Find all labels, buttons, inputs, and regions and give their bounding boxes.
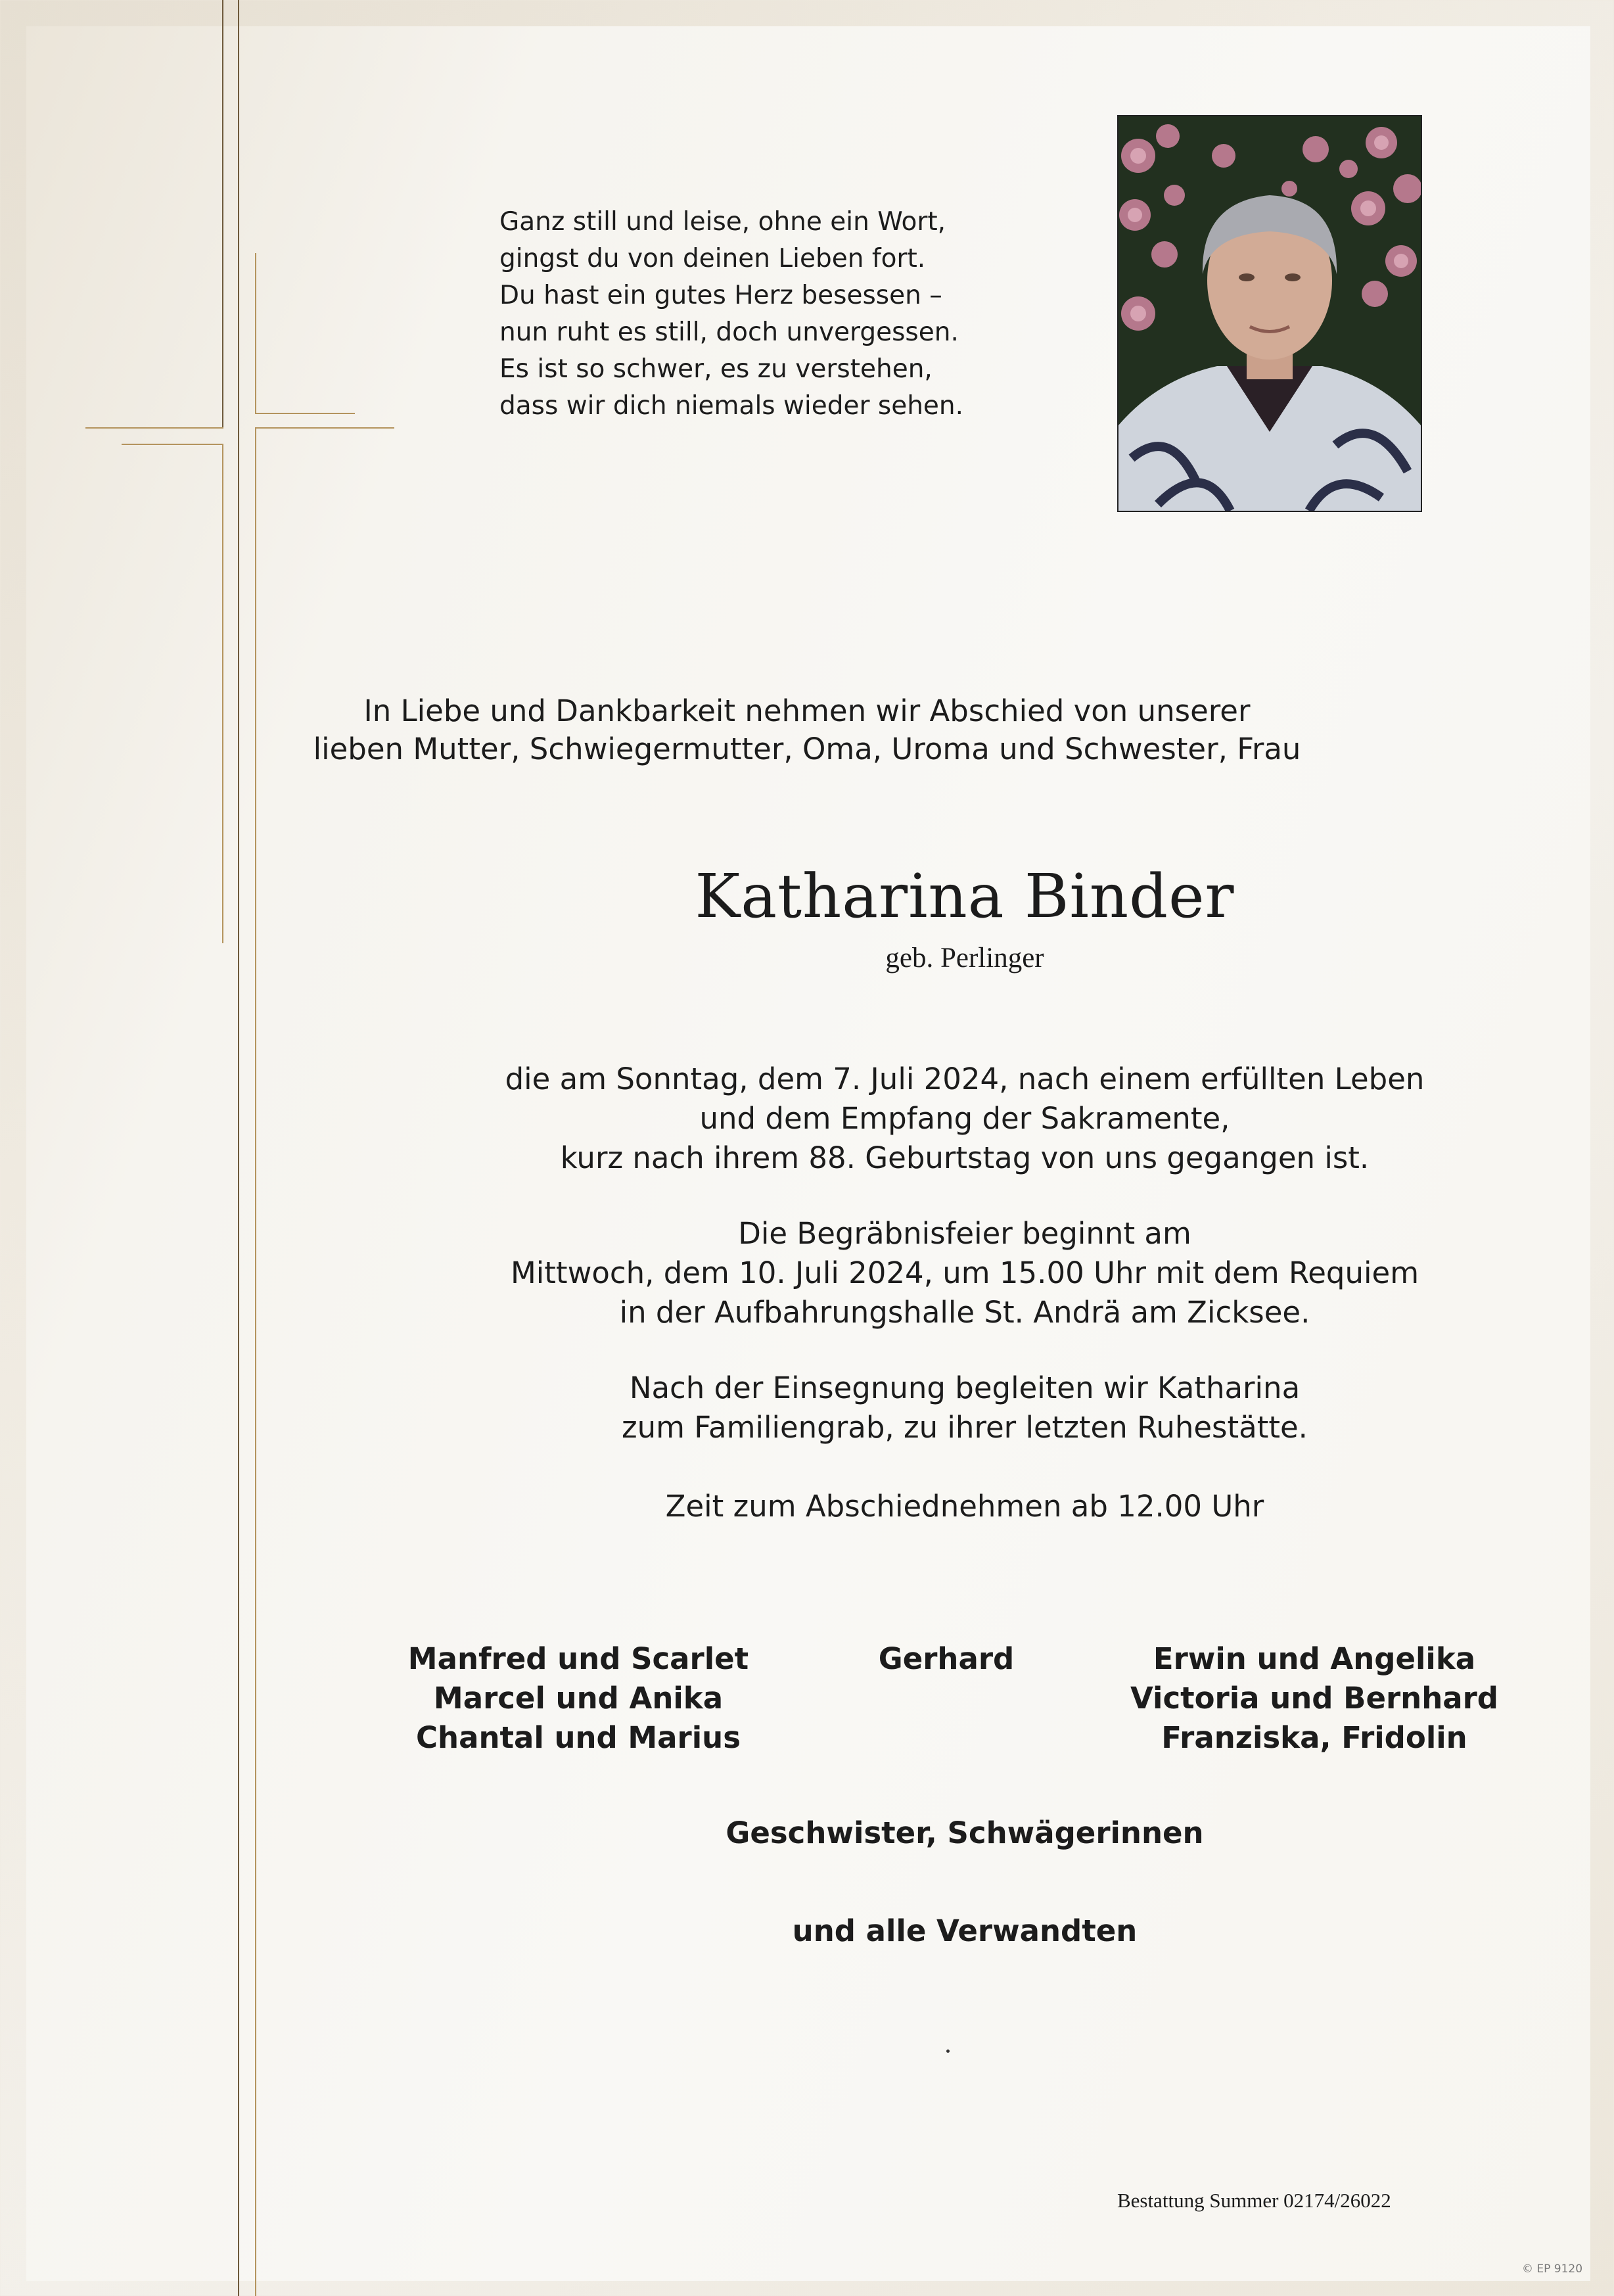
deceased-name: Katharina Binder: [695, 861, 1235, 931]
poem-line: nun ruht es still, doch unvergessen.: [499, 317, 959, 347]
family-left: [407, 1639, 749, 1758]
death-notice-line: die am Sonntag, dem 7. Juli 2024, nach einem erfüllten Leben: [505, 1062, 1425, 1096]
family-member: Victoria und Bernhard: [1130, 1681, 1499, 1716]
dot-mark: [946, 2050, 950, 2053]
funeral-line: Mittwoch, dem 10. Juli 2024, um 15.00 Uhr mit dem Requiem: [510, 1255, 1419, 1290]
family-member: Chantal und Marius: [416, 1720, 741, 1755]
poem-line: Es ist so schwer, es zu verstehen,: [499, 354, 933, 384]
maiden-name: geb. Perlinger: [885, 943, 1044, 973]
death-notice-line: kurz nach ihrem 88. Geburtstag von uns gegangen ist.: [560, 1140, 1370, 1175]
family-right: [1130, 1639, 1498, 1758]
siblings-line: Geschwister, Schwägerinnen: [726, 1816, 1204, 1850]
poem-line: Du hast ein gutes Herz besessen –: [499, 281, 942, 310]
poem-line: Ganz still und leise, ohne ein Wort,: [499, 207, 946, 237]
poem-line: gingst du von deinen Lieben fort.: [499, 244, 926, 273]
family-member: Manfred und Scarlet: [407, 1641, 749, 1676]
burial-line: Nach der Einsegnung begleiten wir Katharina: [629, 1371, 1301, 1405]
print-code: © EP 9120: [1522, 2262, 1583, 2276]
intro-line: In Liebe und Dankbarkeit nehmen wir Abschied von unserer: [363, 693, 1251, 728]
funeral-line: in der Aufbahrungshalle St. Andrä am Zicksee.: [619, 1295, 1310, 1330]
death-notice-line: und dem Empfang der Sakramente,: [699, 1101, 1230, 1136]
relatives-line: und alle Verwandten: [792, 1913, 1138, 1948]
family-center: [828, 1639, 1065, 1679]
funeral-home-footer: Bestattung Summer 02174/26022: [1117, 2189, 1391, 2212]
farewell-time: Zeit zum Abschiednehmen ab 12.00 Uhr: [665, 1489, 1264, 1524]
family-member: Marcel und Anika: [433, 1681, 724, 1716]
portrait-photo: [1117, 115, 1422, 512]
family-member: Gerhard: [878, 1641, 1015, 1676]
memorial-poem: [499, 204, 963, 425]
family-member: Franziska, Fridolin: [1161, 1720, 1467, 1755]
burial-line: zum Familiengrab, zu ihrer letzten Ruhestätte.: [622, 1410, 1308, 1445]
family-member: Erwin und Angelika: [1153, 1641, 1476, 1676]
intro-line: lieben Mutter, Schwiegermutter, Oma, Uroma und Schwester, Frau: [313, 732, 1301, 766]
poem-line: dass wir dich niemals wieder sehen.: [499, 391, 964, 421]
funeral-line: Die Begräbnisfeier beginnt am: [738, 1216, 1191, 1251]
